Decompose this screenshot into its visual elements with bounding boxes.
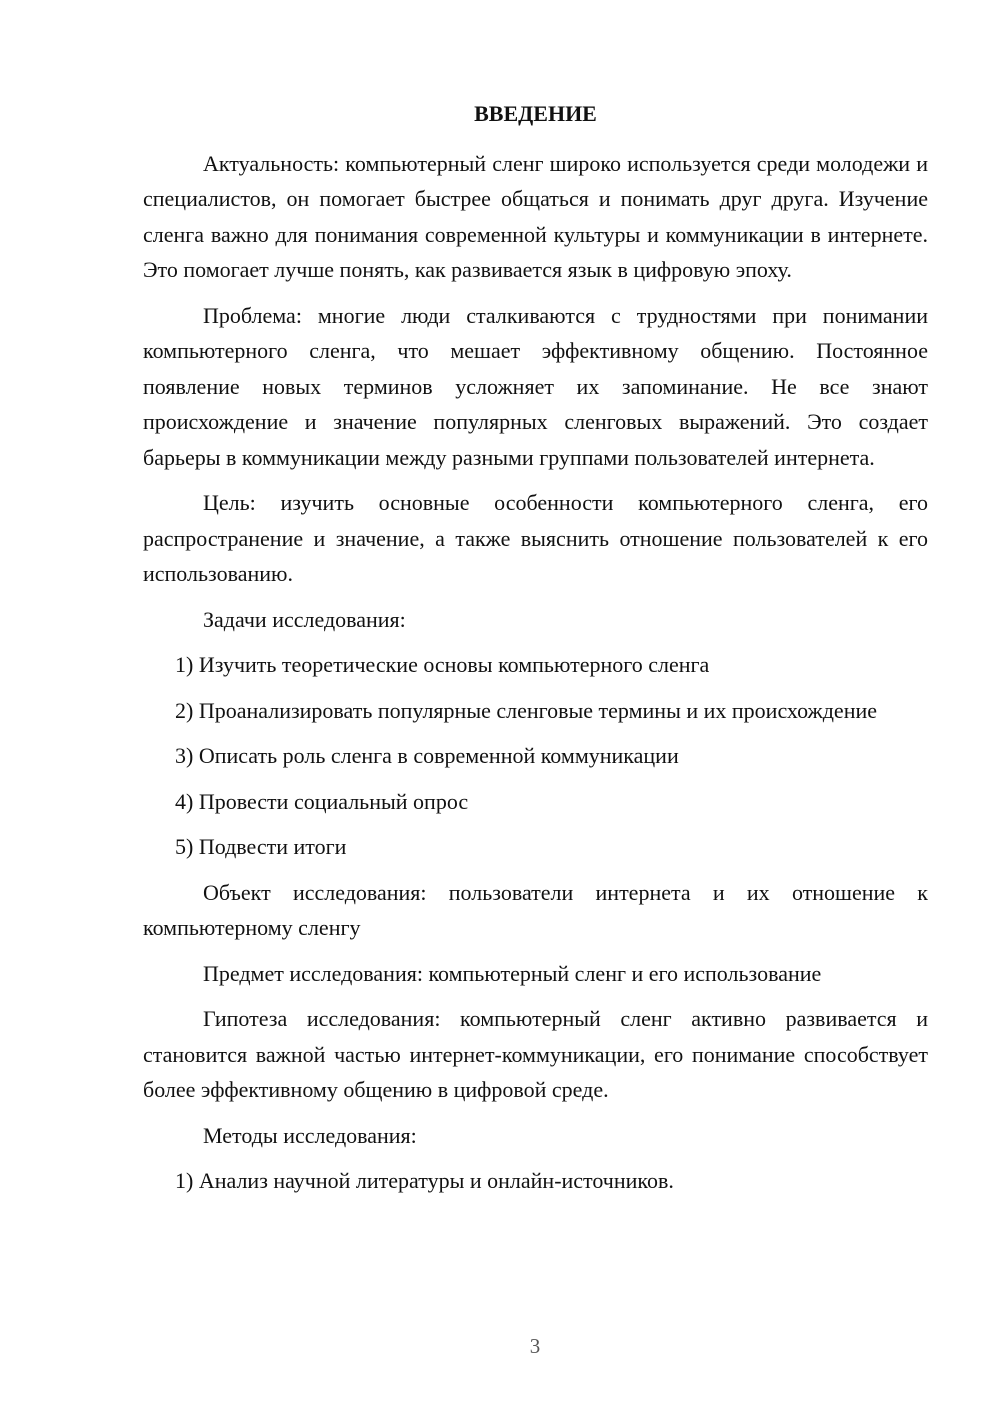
paragraph-object: Объект исследования: пользователи интернета и их отношение к компьютерному сленгу bbox=[143, 879, 928, 940]
method-item-1: 1) Анализ научной литературы и онлайн-источников. bbox=[175, 1168, 674, 1193]
task-item-4: 4) Провести социальный опрос bbox=[175, 788, 469, 814]
page-content bbox=[143, 96, 928, 1209]
section-title: ВВЕДЕНИЕ bbox=[474, 101, 597, 126]
paragraph-hypothesis: Гипотеза исследования: компьютерный сленг активно развивается и становится важной частью интернет-коммуникации, его понимание способствует более эффективному общению в цифровой среде. bbox=[143, 1006, 928, 1102]
paragraph-relevance: Актуальность: компьютерный сленг широко используется среди молодежи и специалистов, он помогает быстрее общаться и понимать друг друга. Изучение сленга важно для понимания современной культуры и коммуникации в интернете. Это помогает лучше понять, как развивается язык в цифровую эпоху. bbox=[143, 150, 928, 282]
task-item-1: 1) Изучить теоретические основы компьютерного сленга bbox=[175, 652, 710, 677]
page-number: 3 bbox=[529, 1334, 541, 1358]
paragraph-goal: Цель: изучить основные особенности компьютерного сленга, его распространение и значение, а также выяснить отношение пользователей к его использованию. bbox=[143, 490, 928, 586]
paragraph-methods-heading: Методы исследования: bbox=[203, 1122, 417, 1148]
task-item-5: 5) Подвести итоги bbox=[175, 834, 347, 859]
task-item-2: 2) Проанализировать популярные сленговые термины и их происхождение bbox=[175, 697, 878, 723]
paragraph-problem: Проблема: многие люди сталкиваются с трудностями при понимании компьютерного сленга, что мешает эффективному общению. Постоянное появление новых терминов усложняет их запоминание. Не все знают происхождение и значение популярных сленговых выражений. Это создает барьеры в коммуникации между разными группами пользователей интернета. bbox=[143, 302, 928, 470]
paragraph-subject: Предмет исследования: компьютерный сленг и его использование bbox=[203, 960, 822, 986]
paragraph-tasks-heading: Задачи исследования: bbox=[203, 606, 406, 632]
task-item-3: 3) Описать роль сленга в современной коммуникации bbox=[175, 743, 679, 768]
